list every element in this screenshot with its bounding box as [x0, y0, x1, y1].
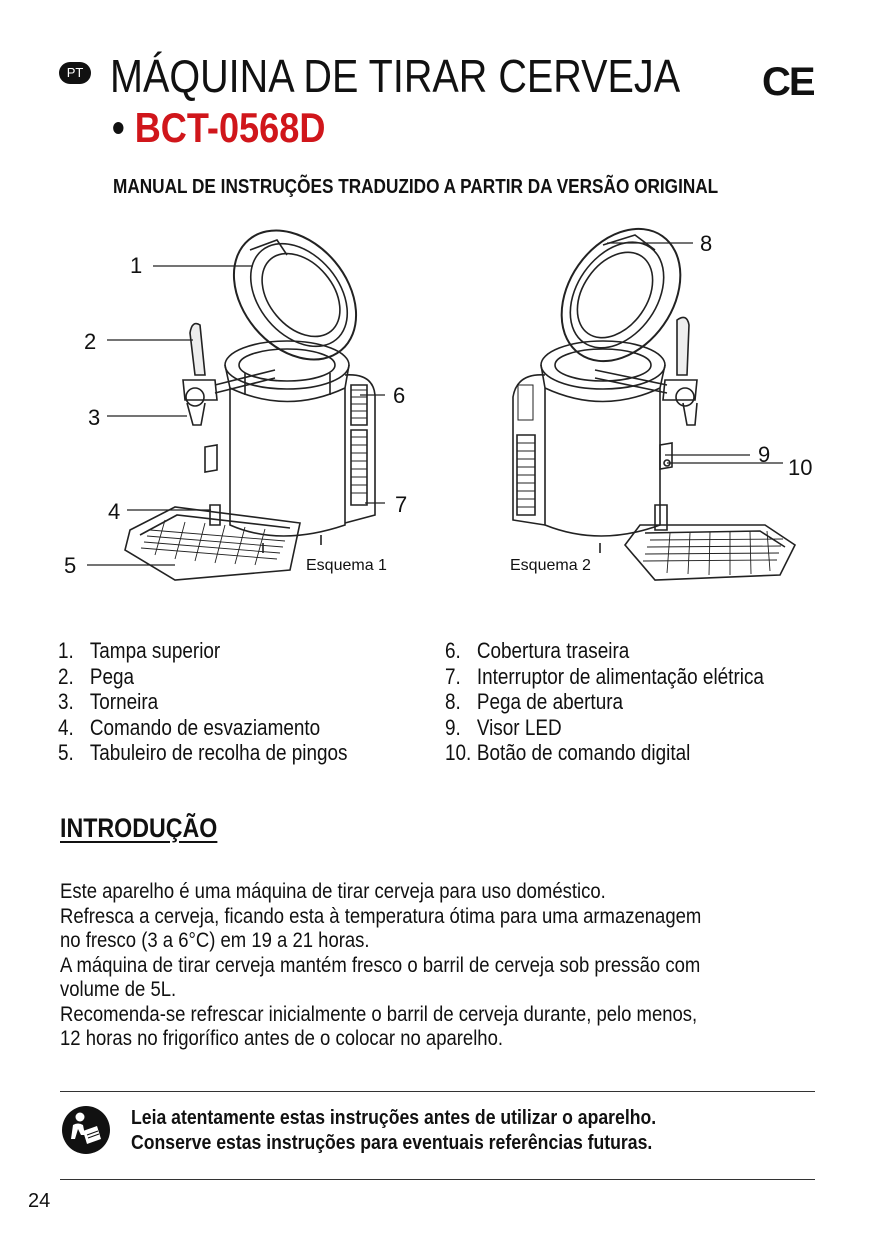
list-item: 8. Pega de abertura	[445, 689, 624, 714]
list-item: 7. Interruptor de alimentação elétrica	[445, 663, 764, 689]
callout-8: 8	[700, 231, 713, 256]
safety-notice	[131, 1105, 656, 1155]
callout-10: 10	[788, 455, 813, 480]
machine-back-illustration	[513, 225, 795, 580]
page-number: 24	[28, 1190, 51, 1212]
callout-4: 4	[108, 499, 121, 524]
model-number: BCT-0568D	[134, 104, 326, 151]
parts-legend-right	[445, 638, 764, 766]
read-manual-icon	[61, 1105, 111, 1155]
intro-line: Recomenda-se refrescar inicialmente o barril de cerveja durante, pelo menos,	[60, 1001, 698, 1026]
divider-bottom	[60, 1179, 815, 1180]
language-badge: PT	[59, 62, 91, 84]
parts-legend-left	[58, 638, 348, 766]
callout-7: 7	[395, 492, 408, 517]
list-item: 4. Comando de esvaziamento	[58, 714, 321, 740]
list-item: 9. Visor LED	[445, 714, 562, 740]
notice-line: Conserve estas instruções para eventuais referências futuras.	[131, 1131, 653, 1154]
list-item: 10. Botão de comando digital	[445, 740, 691, 765]
callout-5: 5	[64, 553, 77, 578]
intro-line: Este aparelho é uma máquina de tirar cerveja para uso doméstico.	[60, 879, 606, 903]
title-bullet: •	[112, 104, 125, 151]
section-heading: INTRODUÇÃO	[60, 813, 218, 843]
list-item: 3. Torneira	[58, 689, 159, 714]
product-diagram	[55, 225, 825, 590]
intro-line: no fresco (3 a 6°C) em 19 a 21 horas.	[60, 928, 370, 952]
callout-3: 3	[88, 405, 101, 430]
list-item: 6. Cobertura traseira	[445, 638, 630, 663]
model-title	[112, 104, 325, 152]
list-item: 2. Pega	[58, 663, 135, 689]
list-item: 5. Tabuleiro de recolha de pingos	[58, 740, 348, 765]
diagram-caption-1: Esquema 1	[306, 557, 387, 574]
callout-1: 1	[130, 253, 143, 278]
intro-line: A máquina de tirar cerveja mantém fresco o barril de cerveja sob pressão com	[60, 952, 701, 977]
callout-6: 6	[393, 383, 406, 408]
diagram-caption-2: Esquema 2	[510, 557, 591, 574]
list-item: 1. Tampa superior	[58, 638, 221, 663]
callout-9: 9	[758, 442, 771, 467]
intro-line: volume de 5L.	[60, 977, 177, 1001]
manual-subtitle: MANUAL DE INSTRUÇÕES TRADUZIDO A PARTIR DA VERSÃO ORIGINAL	[113, 176, 719, 198]
page-title: MÁQUINA DE TIRAR CERVEJA	[110, 50, 681, 102]
machine-front-illustration	[125, 225, 381, 580]
notice-line: Leia atentamente estas instruções antes de utilizar o aparelho.	[131, 1106, 657, 1129]
intro-line: 12 horas no frigorífico antes de o colocar no aparelho.	[60, 1026, 504, 1050]
intro-line: Refresca a cerveja, ficando esta à temperatura ótima para uma armazenagem	[60, 903, 702, 928]
divider-top	[60, 1091, 815, 1092]
callout-2: 2	[84, 329, 97, 354]
intro-paragraph	[60, 879, 815, 1051]
ce-mark-icon: CE	[762, 60, 814, 104]
